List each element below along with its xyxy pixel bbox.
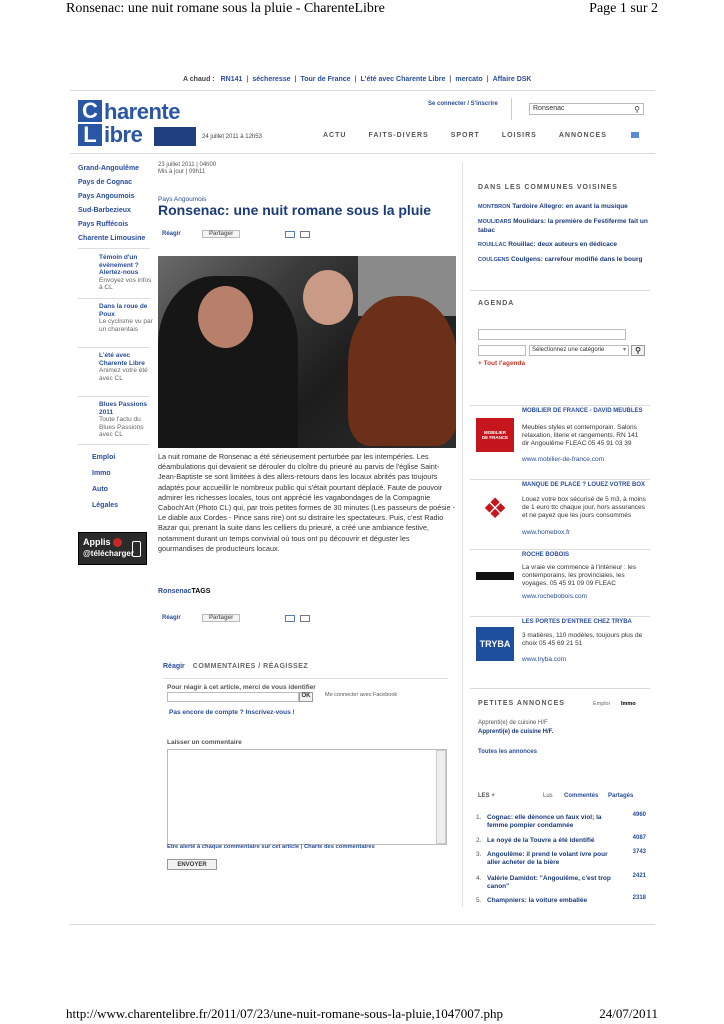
email-icon[interactable]	[285, 615, 295, 622]
ad-title: MANQUE DE PLACE ? LOUEZ VOTRE BOX	[522, 482, 646, 488]
item-title: Champniers: la voiture emballée	[487, 897, 588, 904]
ad-desc: La vraie vie commence à l'intérieur : les contemporains, les provinciales, les voyages. 05 45 91 09 09 FLEAC	[522, 564, 636, 587]
nav-annonces-label: ANNONCES	[558, 132, 607, 139]
ad-roche-bobois[interactable]	[470, 549, 650, 613]
article-dates	[158, 162, 216, 176]
share-button[interactable]: Partager	[202, 230, 240, 238]
item-count: 2318	[632, 895, 646, 901]
hot-topics-bar: A chaud : RN141 | sécheresse | Tour de France | L'été avec Charente Libre | mercato | Affaire DSK	[183, 76, 532, 83]
header-date: 24 juillet 2011 à 12h53	[202, 134, 262, 140]
divider	[78, 298, 150, 299]
comment-form	[163, 678, 448, 878]
agenda-search-button[interactable]	[631, 345, 645, 356]
ad-desc: Meubles styles et contemporain. Salons relaxation, literie et rangements. RN 141 dir Angoulême FLEAC 05 45 91 03 39	[522, 424, 639, 447]
rank: 4.	[476, 875, 482, 882]
link-auto[interactable]: Auto	[92, 486, 108, 493]
hot-link-secheresse[interactable]: sécheresse	[252, 76, 291, 83]
promo-title: Dans la roue de Poux	[99, 303, 148, 318]
tags-label: TAGS	[191, 588, 211, 595]
mobilier-logo: MOBILIER DE FRANCE	[476, 418, 514, 452]
rank: 3.	[476, 851, 482, 858]
nav-faits-divers[interactable]: FAITS-DIVERS	[368, 132, 429, 139]
ad-url: www.tryba.com	[522, 656, 567, 663]
photo-head	[198, 286, 253, 348]
logo-text-1: harente	[104, 99, 180, 124]
list-item[interactable]	[476, 814, 648, 836]
ad-tryba[interactable]	[470, 616, 650, 676]
kangaroo-logo: ❖	[482, 493, 508, 524]
photo-head	[303, 270, 353, 325]
region-menu	[78, 164, 154, 248]
news-text: Coulgens: carrefour modifié dans le bourg	[510, 256, 643, 263]
neighbor-news-2[interactable]	[478, 218, 648, 235]
divider	[70, 924, 655, 925]
promo-roue-poux[interactable]	[99, 303, 154, 333]
neighbor-news-1[interactable]	[478, 203, 648, 212]
neighbor-news-4[interactable]	[478, 256, 648, 265]
article-body: La nuit romane de Ronsenac a été sérieusement perturbée par les intempéries. Les déambulations qui devaient se dérouler du cloître du prieuré au parvis de l'église Saint-Jean-Baptiste se sont limitées à des allers-retours dans les locaux abrités pas toujours adaptés pour accueillir le nombreux public qui s'était pourtant déplacé. Faute de pouvoir admirer les richesses locales, tous ont apprécié les vagabondages de la Compagnie Caboch'Art (Photo CL) qui, par trois petites formes de 30 minutes (Les passeurs de poésie - Le diable aux Cordes - Pince sans rire) ont su distraire les spectateurs. Puis, c'est Radio Bazar qui, prenant la suite dans les celliers du prieuré, a créé une ambiance festive, notamment durant un temps convivial où tous ont pu découvrir et déguster les gourmandises de producteurs locaux.	[158, 452, 456, 553]
hot-link-dsk[interactable]: Affaire DSK	[492, 76, 532, 83]
print-icon[interactable]	[300, 231, 310, 238]
divider	[70, 153, 655, 154]
classifieds-all-link[interactable]: Toutes les annonces	[478, 749, 537, 755]
ad-url: www.mobilier-de-france.com	[522, 456, 604, 463]
play-icon	[113, 538, 122, 547]
article-title: Ronsenac: une nuit romane sous la pluie	[158, 202, 432, 218]
hot-link-mercato[interactable]: mercato	[455, 76, 483, 83]
search-icon: ⚲	[635, 346, 641, 355]
print-footer	[66, 1006, 658, 1022]
divider	[78, 444, 150, 445]
news-loc: ROUILLAC	[478, 242, 507, 248]
login-link[interactable]: Se connecter / S'inscrire	[428, 101, 498, 107]
rank: 2.	[476, 837, 482, 844]
charte-link[interactable]: Charte des commentaires	[303, 844, 375, 850]
search-icon[interactable]: ⚲	[634, 105, 640, 114]
comments-title: COMMENTAIRES / RÉAGISSEZ	[192, 663, 309, 670]
agenda-date-input[interactable]	[478, 345, 526, 356]
react-link-bottom[interactable]: Réagir	[162, 615, 181, 621]
nav-annonces[interactable]	[559, 132, 639, 139]
region-grand-angouleme[interactable]: Grand-Angoulême	[78, 165, 140, 172]
item-count: 2421	[632, 873, 646, 879]
news-text: Tardoire Allegro: en avant la musique	[512, 203, 628, 210]
item-count: 3743	[632, 849, 646, 855]
comment-label: Laisser un commentaire	[167, 739, 242, 746]
send-button[interactable]: ENVOYER	[167, 859, 217, 870]
divider	[70, 90, 655, 91]
region-angoumois[interactable]: Pays Angoumois	[78, 193, 135, 200]
promo-text: Toute l'actu du Blues Passions avec CL	[99, 416, 144, 438]
login-field[interactable]	[167, 692, 299, 702]
logo-band	[154, 127, 196, 146]
region-sud-barbezieux[interactable]: Sud-Barbezieux	[78, 207, 131, 214]
comment-textarea[interactable]	[167, 749, 447, 845]
site-logo[interactable]	[78, 100, 196, 148]
news-loc: MOULIDARS	[478, 219, 512, 225]
top-heading: LES +	[478, 793, 495, 799]
hot-link-rn141[interactable]: RN141	[220, 76, 243, 83]
promo-blues[interactable]	[99, 401, 154, 439]
logo-l: L	[78, 124, 102, 146]
agenda-search-input[interactable]	[478, 329, 626, 340]
logo-text-2: ibre	[104, 122, 143, 147]
print-icon[interactable]	[300, 615, 310, 622]
rank: 1.	[476, 814, 482, 821]
link-emploi[interactable]: Emploi	[92, 454, 116, 461]
divider	[470, 290, 650, 291]
apps-banner[interactable]	[78, 532, 147, 565]
divider	[78, 396, 150, 397]
item-title: Cognac: elle dénonce un faux viol; la femme pompier condamnée	[487, 814, 602, 829]
react-link[interactable]: Réagir	[162, 231, 181, 237]
region-charente-limousine[interactable]: Charente Limousine	[78, 235, 146, 242]
article-tags	[158, 588, 210, 595]
ad-homebox[interactable]	[470, 479, 650, 543]
comment-alert-link: Etre alerté à chaque commentaire sur cet article | Charte des commentaires	[167, 844, 375, 850]
article-section[interactable]: Pays Angoumois	[158, 196, 207, 203]
chevron-down-icon: ▾	[622, 347, 626, 353]
email-icon[interactable]	[285, 231, 295, 238]
nav-loisirs[interactable]: LOISIRS	[501, 132, 537, 139]
divider	[78, 248, 150, 249]
search-input[interactable]	[529, 103, 644, 115]
link-immo[interactable]: Immo	[92, 470, 111, 477]
news-loc: MONTBRON	[478, 204, 511, 210]
item-title: Le noyé de la Touvre a été identifié	[487, 837, 595, 844]
tryba-logo: TRYBA	[476, 627, 514, 661]
logo-c: C	[78, 100, 102, 122]
textarea-scrollbar[interactable]	[436, 750, 446, 844]
promo-ete-cl[interactable]	[99, 352, 154, 382]
region-cognac[interactable]: Pays de Cognac	[78, 179, 133, 186]
tab-emploi[interactable]: Emploi	[593, 701, 610, 707]
ad-title: MOBILIER DE FRANCE - DAVID MEUBLES	[522, 408, 643, 414]
mail-icon	[631, 132, 639, 138]
region-ruffecois[interactable]: Pays Ruffécois	[78, 221, 129, 228]
promo-text: Le cyclisme vu par un charentais	[99, 318, 153, 333]
tab-lus[interactable]: Lus	[543, 793, 553, 799]
comments-react[interactable]: Réagir	[163, 663, 185, 670]
list-item[interactable]	[476, 897, 648, 919]
promo-temoin[interactable]	[99, 254, 154, 292]
item-title: Angoulême: il prend le volant ivre pour aller acheter de la bière	[487, 851, 608, 866]
comments-header	[163, 663, 308, 670]
ad-url: www.homebox.fr	[522, 529, 571, 536]
classified-item[interactable]: Apprenti(e) de cuisine H/F	[478, 720, 548, 726]
hot-link-tour-de-france[interactable]: Tour de France	[300, 76, 351, 83]
hot-link-ete-cl[interactable]: L'été avec Charente Libre	[360, 76, 446, 83]
signup-link[interactable]: Pas encore de compte ? Inscrivez-vous !	[169, 709, 295, 716]
article-date: 23 juillet 2011 | 04h00	[158, 162, 217, 168]
phone-icon	[132, 541, 141, 557]
ad-title: LES PORTES D'ENTREE CHEZ TRYBA	[522, 619, 632, 625]
classifieds-heading: PETITES ANNONCES	[478, 700, 565, 707]
login-ok-button[interactable]: OK	[299, 692, 313, 702]
divider	[470, 688, 650, 689]
promo-title: L'été avec Charente Libre	[99, 352, 145, 367]
print-header	[66, 1, 658, 17]
main-nav	[323, 132, 639, 139]
search-value: Ronsenac	[533, 105, 565, 112]
list-item[interactable]	[476, 851, 648, 873]
list-item[interactable]	[476, 875, 648, 897]
rochebobois-logo	[476, 572, 514, 580]
divider	[78, 347, 150, 348]
neighbor-news-3[interactable]	[478, 241, 648, 250]
item-title: Valérie Damidot: "Angoulême, c'est trop canon"	[487, 875, 611, 890]
ad-desc: 3 matières, 110 modèles, toujours plus de choix 05 45 69 21 51	[522, 632, 643, 647]
tag-ronsenac[interactable]: Ronsenac	[158, 588, 192, 595]
tab-immo[interactable]: Immo	[621, 701, 636, 707]
ad-title: ROCHE BOBOIS	[522, 552, 570, 558]
ad-url: www.rochebobois.com	[522, 593, 588, 600]
apps-download: @télécharger	[83, 549, 134, 558]
hot-topics-label: A chaud :	[183, 76, 215, 83]
promo-title: Témoin d'un évènement ? Alertez-nous	[99, 254, 139, 276]
column-divider	[462, 162, 463, 907]
ad-desc: Louez votre box sécurisé de 5 m3, à moins de 1 euro ttc chaque jour, hors assurances et ne payez que les jours consommés	[522, 496, 646, 519]
neighbors-heading: DANS LES COMMUNES VOISINES	[478, 184, 618, 191]
share-button-bottom[interactable]: Partager	[202, 614, 240, 622]
nav-actu[interactable]: ACTU	[323, 132, 347, 139]
promo-text: Animez votre été avec CL	[99, 367, 148, 382]
print-url: http://www.charentelibre.fr/2011/07/23/une-nuit-romane-sous-la-pluie,1047007.php	[66, 1006, 503, 1021]
news-text: Rouillac: deux auteurs en dédicace	[508, 241, 617, 248]
print-title: Ronsenac: une nuit romane sous la pluie - CharenteLibre	[66, 1, 385, 16]
promo-text: Envoyez vos infos à CL	[99, 276, 152, 291]
tab-partages[interactable]: Partagés	[608, 793, 634, 799]
agenda-all-link[interactable]: + Tout l'agenda	[478, 360, 526, 367]
nav-sport[interactable]: SPORT	[450, 132, 480, 139]
services-links	[92, 450, 118, 514]
agenda-heading: AGENDA	[478, 300, 515, 307]
promo-title: Blues Passions 2011	[99, 401, 148, 416]
photo-double-bass	[348, 296, 456, 446]
news-loc: COULGENS	[478, 257, 510, 263]
print-date: 24/07/2011	[599, 1006, 658, 1021]
facebook-connect[interactable]: Me connecter avec Facebook	[325, 692, 398, 698]
classified-item[interactable]: Apprenti(e) de cuisine H/F.	[478, 729, 554, 735]
article-updated: Mis à jour | 09h11	[158, 169, 206, 175]
rank: 5.	[476, 897, 482, 904]
ad-mobilier[interactable]	[470, 405, 650, 469]
item-count: 4087	[632, 835, 646, 841]
alert-link[interactable]: Etre alerté à chaque commentaire sur cet article	[167, 844, 300, 850]
print-page: Page 1 sur 2	[589, 1, 658, 16]
item-count: 4960	[632, 812, 646, 818]
select-value: Sélectionnez une catégorie	[532, 347, 605, 353]
article-photo	[158, 256, 456, 448]
news-text: Moulidars: la première de Festiferme fait un tabac	[478, 218, 648, 234]
login-prompt: Pour réagir à cet article, merci de vous identifier	[167, 684, 316, 691]
divider	[511, 98, 512, 120]
tab-commentes[interactable]: Commentés	[564, 793, 599, 799]
apps-title: Applis	[83, 537, 111, 547]
link-legales[interactable]: Légales	[92, 502, 119, 509]
agenda-category-select[interactable]	[529, 345, 629, 356]
